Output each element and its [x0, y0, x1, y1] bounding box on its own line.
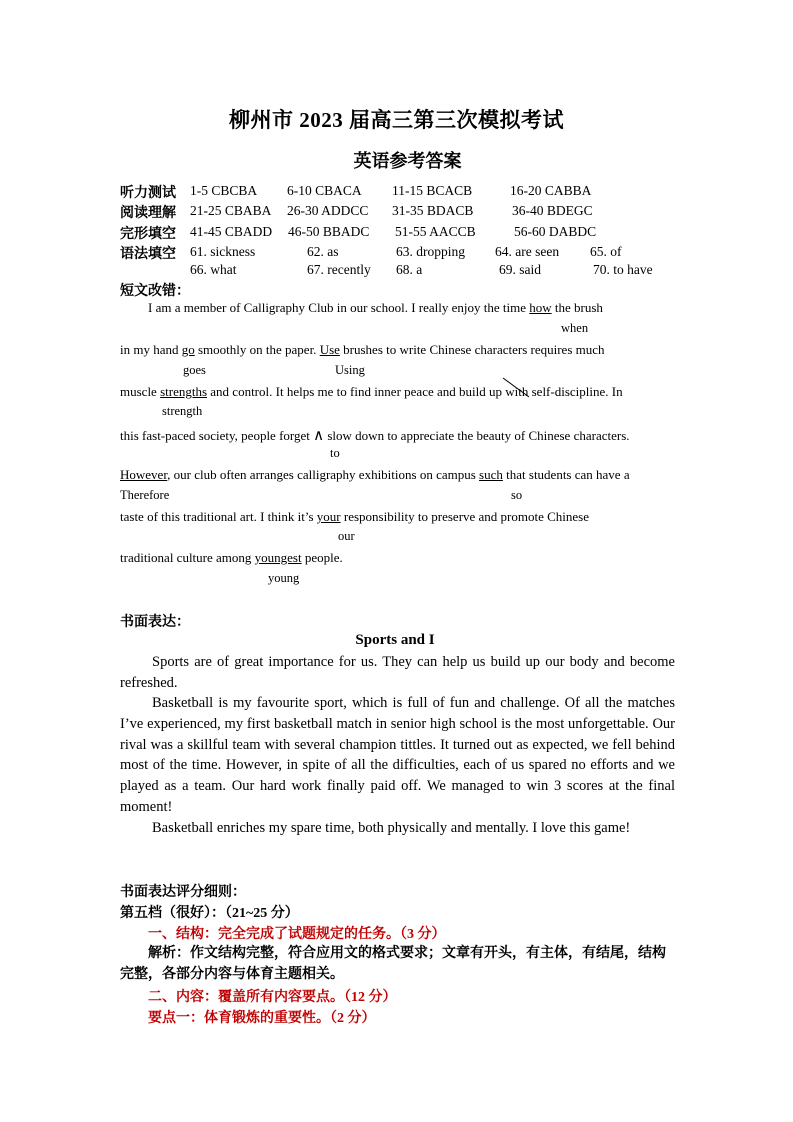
essay-paragraph-1: Sports are of great importance for us. They can help us build up our body and become refreshed. — [120, 654, 675, 691]
line-text: smoothly on the paper. — [194, 342, 320, 357]
correction-fix: goes — [183, 363, 206, 377]
strike-mark-icon — [501, 377, 535, 403]
correction-fix: when — [561, 321, 589, 335]
error-word: youngest — [254, 550, 302, 565]
line-text: responsibility to preserve and promote Chinese — [340, 509, 590, 524]
listening-group-4: 16-20 CABBA — [510, 183, 592, 198]
reading-label: 阅读理解 — [120, 206, 176, 221]
line-text: traditional culture among — [120, 550, 255, 565]
line-text: and control. It helps me to find inner peace and build up — [207, 384, 506, 399]
correction-line-3 — [120, 384, 623, 400]
essay-paragraph-2: Basketball is my favourite sport, which is full of fun and challenge. Of all the matches I’ve experienced, my first basketball match in senior high school is the most unforgettable. Our rival was a skillful team with several champion tittles. It turned out as expected, we fell behind most of the time. However, in spite of all the difficulties, each of us spared no efforts and we played as a team. Our hard work finally paid off. We managed to win 3 scores at the final moment! — [120, 695, 675, 815]
error-word: how — [529, 300, 552, 315]
cloze-label: 完形填空 — [120, 227, 176, 242]
cloze-group-3: 51-55 AACCB — [395, 224, 476, 239]
line-text: , our club often arranges calligraphy exhibitions on campus — [167, 467, 480, 482]
rubric-level: 第五档（很好）：（21~25 分） — [120, 906, 299, 921]
error-word: go — [181, 342, 195, 357]
cloze-group-1: 41-45 CBADD — [190, 224, 273, 239]
correction-fix: strength — [162, 404, 203, 418]
line-text: slow down to appreciate the beauty of Chinese characters. — [324, 428, 630, 443]
error-word: such — [479, 467, 503, 482]
grammar-answer: 63. dropping — [396, 244, 465, 259]
line-text: this fast-paced society, people forget — [120, 428, 314, 443]
correction-heading: 短文改错： — [120, 284, 190, 299]
line-text: in my hand — [120, 342, 182, 357]
essay-paragraph-3: Basketball enriches my spare time, both physically and mentally. I love this game! — [152, 820, 631, 836]
line-text: that students can have a — [502, 467, 630, 482]
listening-group-2: 6-10 CBACA — [287, 183, 362, 198]
rubric-heading: 书面表达评分细则： — [120, 885, 246, 900]
grammar-answer: 64. are seen — [495, 244, 560, 259]
grammar-answer: 67. recently — [307, 262, 371, 277]
cloze-group-4: 56-60 DABDC — [514, 224, 597, 239]
grammar-answer: 69. said — [499, 262, 541, 277]
document-subtitle: 英语参考答案 — [353, 151, 462, 171]
insert-caret-icon: ∧ — [313, 428, 325, 444]
correction-fix: Using — [335, 363, 365, 377]
correction-fix: our — [338, 529, 355, 543]
cloze-group-2: 46-50 BBADC — [288, 224, 370, 239]
error-word: However — [120, 467, 168, 482]
grammar-answer: 66. what — [190, 262, 237, 277]
rubric-structure-item: 一、结构：完全完成了试题规定的任务。（3 分） — [148, 927, 446, 942]
reading-group-3: 31-35 BDACB — [392, 203, 474, 218]
listening-label: 听力测试 — [120, 186, 176, 201]
correction-fix: Therefore — [120, 488, 170, 502]
error-word: with — [505, 384, 529, 399]
grammar-answer: 70. to have — [593, 262, 653, 277]
listening-group-3: 11-15 BCACB — [392, 183, 473, 198]
correction-fix: to — [330, 446, 340, 460]
reading-group-4: 36-40 BDEGC — [512, 203, 593, 218]
correction-line-6 — [120, 509, 589, 525]
listening-group-1: 1-5 CBCBA — [190, 183, 258, 198]
correction-line-2 — [120, 342, 605, 358]
grammar-answer: 68. a — [396, 262, 423, 277]
document-title: 柳州市 2023 届高三第三次模拟考试 — [229, 108, 564, 132]
error-word: Use — [319, 342, 340, 357]
grammar-label: 语法填空 — [120, 247, 176, 262]
grammar-answer: 65. of — [590, 244, 622, 259]
correction-fix: so — [511, 488, 523, 502]
line-text: brushes to write Chinese characters requires much — [339, 342, 605, 357]
reading-group-2: 26-30 ADDCC — [287, 203, 369, 218]
grammar-answer: 62. as — [307, 244, 339, 259]
grammar-answer: 61. sickness — [190, 244, 256, 259]
deleted-word — [505, 384, 528, 399]
rubric-point-1: 要点一：体育锻炼的重要性。（2 分） — [148, 1011, 376, 1026]
line-text: muscle — [120, 384, 161, 399]
error-word: strengths — [160, 384, 208, 399]
correction-line-5 — [120, 467, 630, 483]
rubric-analysis: 解析：作文结构完整，符合应用文的格式要求；文章有开头，有主体，有结尾，结构完整，各部分内容与体育主题相关。 — [120, 946, 666, 982]
writing-heading: 书面表达： — [120, 615, 190, 630]
correction-line-1 — [148, 300, 603, 316]
correction-line-4 — [120, 426, 630, 445]
line-text: taste of this traditional art. I think it’s — [120, 509, 317, 524]
correction-fix: young — [268, 571, 300, 585]
line-text: self-discipline. In — [528, 384, 623, 399]
essay-title: Sports and I — [355, 632, 435, 648]
line-text: I am a member of Calligraphy Club in our school. I really enjoy the time — [148, 300, 530, 315]
reading-group-1: 21-25 CBABA — [190, 203, 272, 218]
line-text: people. — [301, 550, 343, 565]
rubric-content-item: 二、内容：覆盖所有内容要点。（12 分） — [148, 990, 397, 1005]
correction-line-7 — [120, 550, 343, 566]
line-text: the brush — [551, 300, 603, 315]
error-word: your — [316, 509, 341, 524]
